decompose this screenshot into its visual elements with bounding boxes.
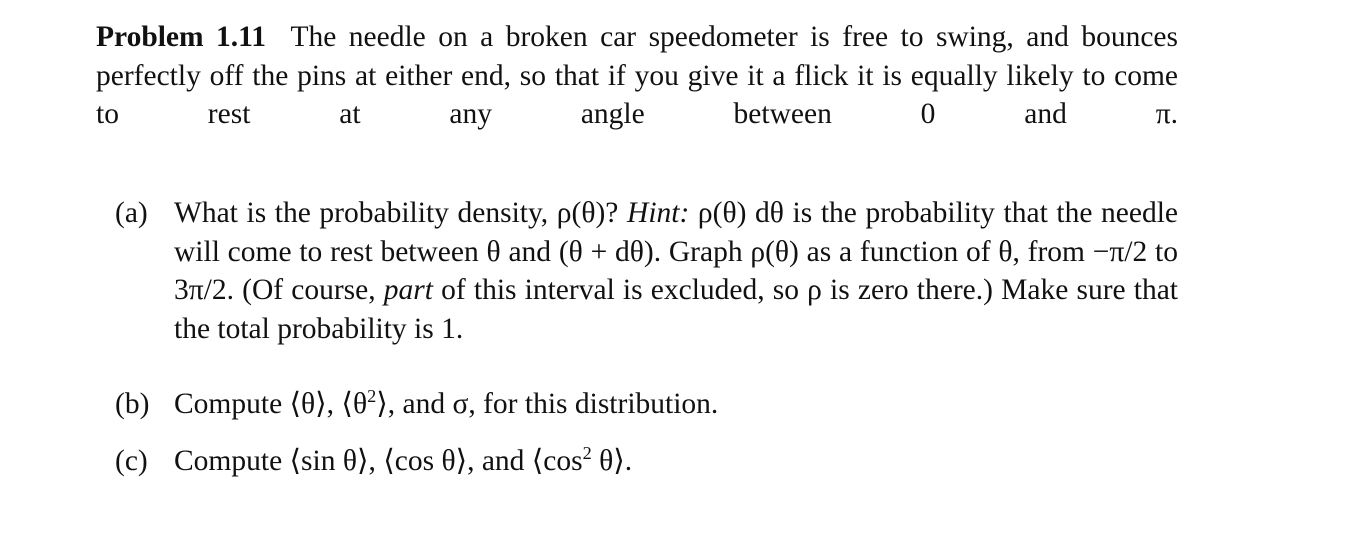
part-b-exponent: 2 bbox=[367, 386, 377, 407]
part-b bbox=[96, 385, 1178, 424]
part-c-pre: Compute ⟨sin θ⟩, ⟨cos θ⟩, and ⟨cos bbox=[174, 444, 583, 477]
part-c bbox=[96, 442, 1178, 481]
part-a-text bbox=[174, 194, 1178, 348]
part-c-label: (c) bbox=[115, 444, 148, 477]
part-a bbox=[96, 194, 1178, 348]
part-b-label: (b) bbox=[115, 388, 150, 420]
problem-statement bbox=[96, 18, 1178, 172]
problem-container bbox=[96, 18, 1178, 480]
part-a-hint: ρ(θ) dθ is the probability that the needle will come to rest between θ and (θ + dθ). Graph ρ(θ) as a function of θ, from −π/2 to 3π/2. (Of course, bbox=[174, 197, 1179, 306]
part-a-conclusion: of this interval is excluded, so ρ is zero there.) Make sure that the total probability is 1. bbox=[174, 274, 1179, 345]
part-a-label: (a) bbox=[115, 197, 148, 229]
part-c-text bbox=[174, 442, 1178, 481]
part-a-hint-label: Hint: bbox=[627, 197, 690, 229]
part-c-post: θ⟩. bbox=[591, 444, 633, 477]
part-b-post: ⟩, and σ, for this distribution. bbox=[376, 388, 719, 420]
problem-parts bbox=[96, 194, 1178, 480]
problem-number: Problem 1.11 bbox=[96, 21, 267, 53]
problem-text: The needle on a broken car speedometer is free to swing, and bounces perfectly off the pins at either end, so that if you give it a flick it is equally likely to come to rest at any angle between 0 and π. bbox=[96, 21, 1178, 130]
part-a-question: What is the probability density, ρ(θ)? bbox=[174, 197, 619, 229]
part-b-text bbox=[174, 385, 1178, 424]
part-a-emphasis: part bbox=[383, 274, 433, 306]
part-b-pre: Compute ⟨θ⟩, ⟨θ bbox=[174, 388, 368, 420]
part-c-exponent: 2 bbox=[582, 442, 592, 463]
